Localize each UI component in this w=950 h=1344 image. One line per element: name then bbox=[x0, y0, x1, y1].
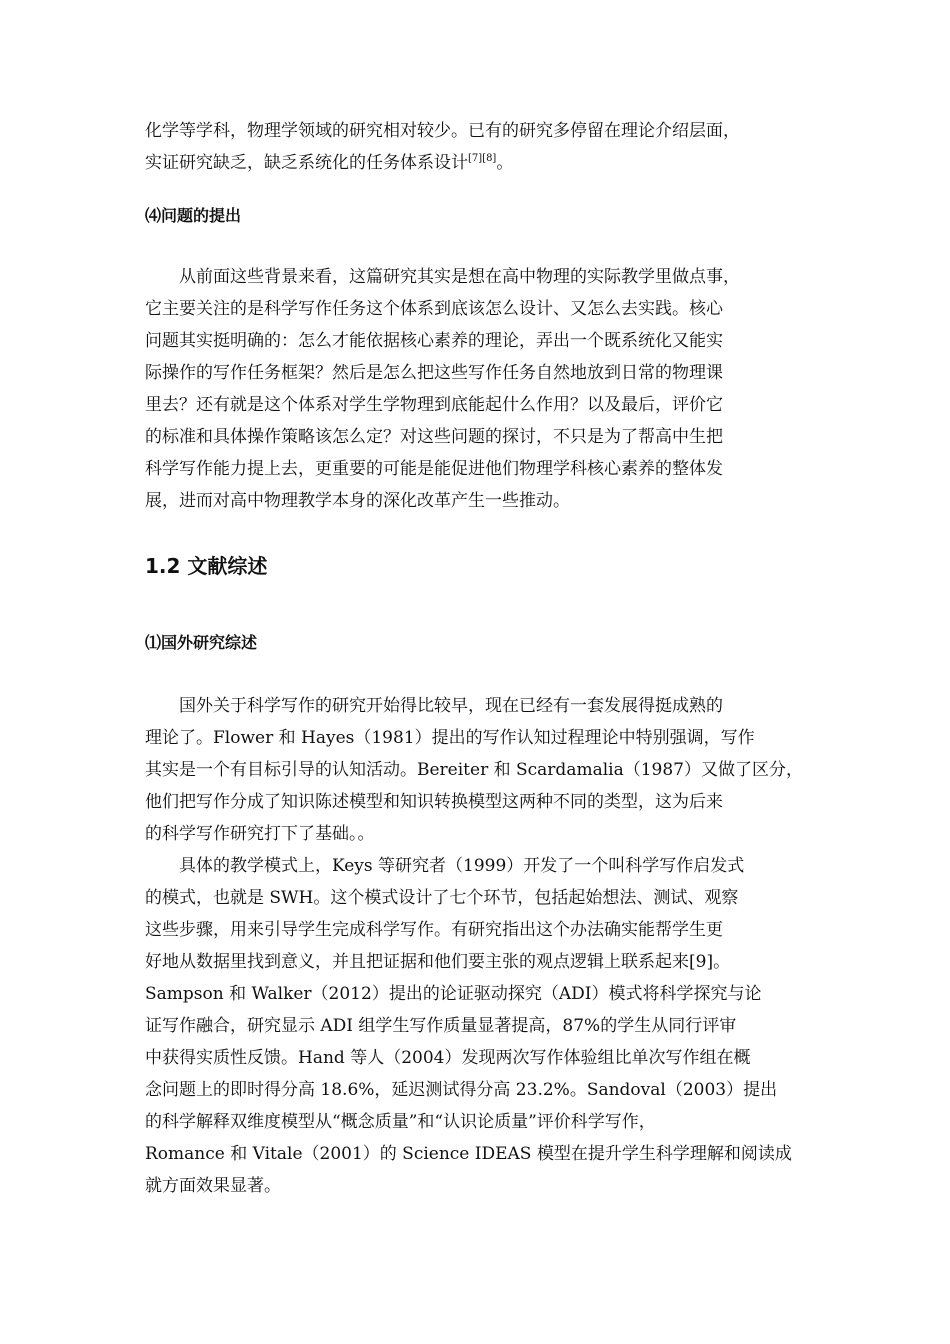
foreign2-line: Sampson 和 Walker（2012）提出的论证驱动探究（ADI）模式将科学探究与论 bbox=[145, 984, 762, 1004]
heading-foreign-research: ⑴国外研究综述 bbox=[145, 633, 258, 652]
foreign2-line: 的科学解释双维度模型从“概念质量”和“认识论质量”评价科学写作， bbox=[145, 1112, 656, 1132]
intro-line-2-text: 实证研究缺乏，缺乏系统化的任务体系设计 bbox=[145, 153, 468, 173]
foreign-paragraph-2 bbox=[145, 850, 807, 1202]
foreign1-line: 其实是一个有目标引导的认知活动。Bereiter 和 Scardamalia（1987）又做了区分， bbox=[145, 760, 803, 780]
foreign2-line: 具体的教学模式上，Keys 等研究者（1999）开发了一个叫科学写作启发式 bbox=[179, 856, 745, 876]
foreign2-line: 念问题上的即时得分高 18.6%，延迟测试得分高 23.2%。Sandoval（2003）提出 bbox=[145, 1080, 778, 1100]
problem-line: 科学写作能力提上去，更重要的可能是能促进他们物理学科核心素养的整体发 bbox=[145, 459, 723, 479]
problem-line: 的标准和具体操作策略该怎么定？对这些问题的探讨，不只是为了帮高中生把 bbox=[145, 427, 723, 447]
foreign2-line: 的模式，也就是 SWH。这个模式设计了七个环节，包括起始想法、测试、观察 bbox=[145, 888, 739, 908]
section-heading-literature-review: 1.2 文献综述 bbox=[145, 554, 268, 578]
problem-line: 展，进而对高中物理教学本身的深化改革产生一些推动。 bbox=[145, 491, 570, 511]
foreign2-line: 这些步骤，用来引导学生完成科学写作。有研究指出这个办法确实能帮学生更 bbox=[145, 920, 723, 940]
foreign2-line: Romance 和 Vitale（2001）的 Science IDEAS 模型在提升学生科学理解和阅读成 bbox=[145, 1144, 792, 1164]
foreign1-line: 的科学写作研究打下了基础。。 bbox=[145, 824, 375, 844]
heading-problem-statement: ⑷问题的提出 bbox=[145, 206, 242, 225]
foreign2-line: 好地从数据里找到意义，并且把证据和他们要主张的观点逻辑上联系起来[9]。 bbox=[145, 952, 731, 972]
foreign2-line: 证写作融合，研究显示 ADI 组学生写作质量显著提高，87%的学生从同行评审 bbox=[145, 1016, 737, 1036]
problem-paragraph bbox=[145, 261, 807, 517]
foreign1-line: 理论了。Flower 和 Hayes（1981）提出的写作认知过程理论中特别强调，写作 bbox=[145, 728, 755, 748]
problem-line: 里去？还有就是这个体系对学生学物理到底能起什么作用？以及最后，评价它 bbox=[145, 395, 723, 415]
problem-line: 问题其实挺明确的：怎么才能依据核心素养的理论，弄出一个既系统化又能实 bbox=[145, 331, 723, 351]
intro-line-2-end: 。 bbox=[496, 153, 514, 173]
citation-7-8: [7][8] bbox=[468, 153, 497, 164]
problem-line: 从前面这些背景来看，这篇研究其实是想在高中物理的实际教学里做点事， bbox=[179, 267, 740, 287]
foreign2-line: 中获得实质性反馈。Hand 等人（2004）发现两次写作体验组比单次写作组在概 bbox=[145, 1048, 751, 1068]
problem-line: 它主要关注的是科学写作任务这个体系到底该怎么设计、又怎么去实践。核心 bbox=[145, 299, 723, 319]
foreign-paragraph-1 bbox=[145, 690, 807, 850]
foreign1-line: 他们把写作分成了知识陈述模型和知识转换模型这两种不同的类型，这为后来 bbox=[145, 792, 723, 812]
intro-line-2 bbox=[145, 147, 807, 179]
intro-line-1: 化学等学科，物理学领域的研究相对较少。已有的研究多停留在理论介绍层面， bbox=[145, 121, 740, 141]
problem-line: 际操作的写作任务框架？然后是怎么把这些写作任务自然地放到日常的物理课 bbox=[145, 363, 723, 383]
foreign1-line: 国外关于科学写作的研究开始得比较早，现在已经有一套发展得挺成熟的 bbox=[179, 696, 723, 716]
foreign2-line: 就方面效果显著。 bbox=[145, 1176, 281, 1196]
intro-paragraph bbox=[145, 115, 807, 179]
